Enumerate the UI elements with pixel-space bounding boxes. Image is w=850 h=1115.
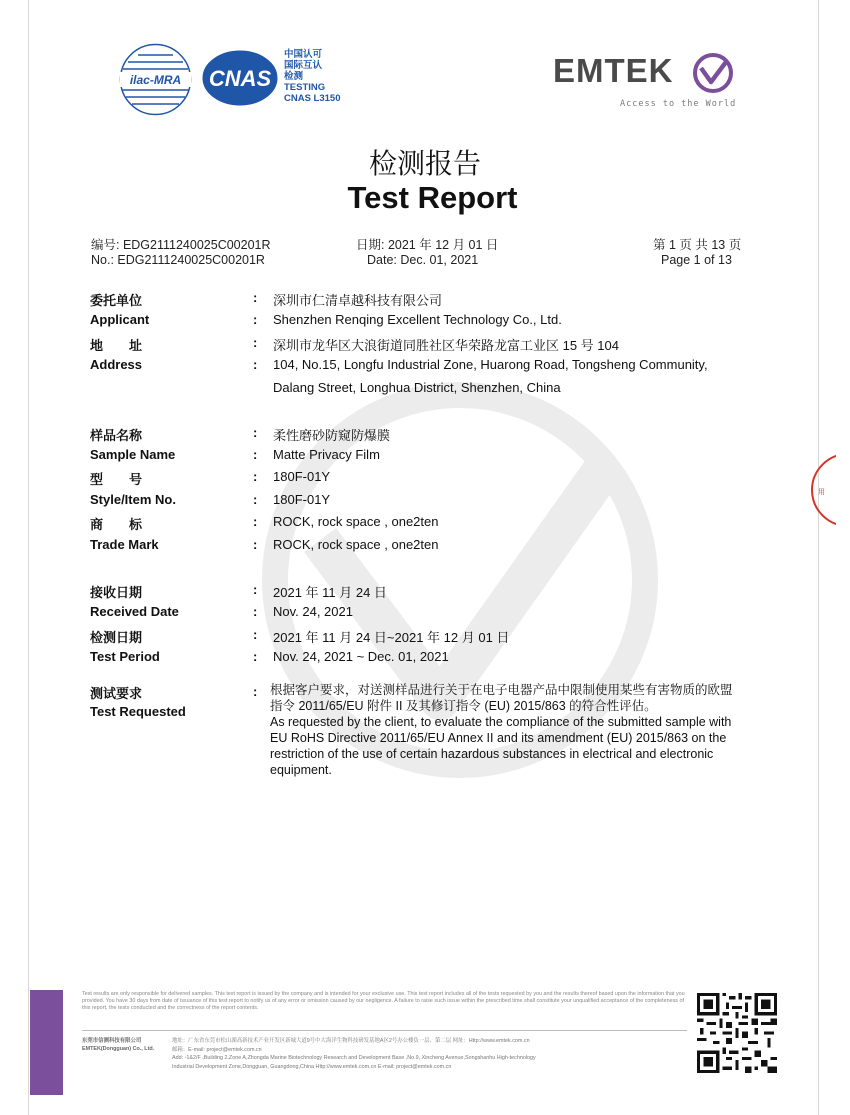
svg-text:CNAS: CNAS [208,66,272,91]
colon: : [253,425,258,440]
title-chinese: 检测报告 [368,147,481,180]
trademark-value-en: ROCK, rock space , one2ten [273,537,439,552]
footer-color-bar [30,990,63,1095]
footer-address-line-2: 邮箱：E-mail: project@emtek.com.cn [172,1046,262,1053]
emtek-slogan: Access to the World [620,99,737,109]
colon: : [253,312,258,327]
address-value-en-line1: 104, No.15, Longfu Industrial Zone, Huarong Road, Tongsheng Community, [273,357,708,372]
colon: : [253,582,258,597]
received-label-en: Received Date [90,604,179,619]
page-number-cn: 第 1 页 共 13 页 [653,238,742,252]
cnas-line-3: 检测 [284,71,304,82]
sample-value-cn: 柔性磨砂防窥防爆膜 [273,428,391,443]
footer-company [82,1037,154,1053]
emtek-logo-text: EMTEK [553,52,674,89]
report-date-en: Date: Dec. 01, 2021 [367,253,479,267]
cnas-line-2: 国际互认 [284,60,323,71]
colon: : [253,447,258,462]
model-value-cn: 180F-01Y [273,469,331,484]
period-label-cn: 检测日期 [90,630,143,645]
period-label-en: Test Period [90,649,160,664]
address-label-en: Address [90,357,143,372]
sample-label-en: Sample Name [90,447,176,462]
trademark-value-cn: ROCK, rock space , one2ten [273,514,439,529]
colon: : [253,335,258,350]
requested-label-en: Test Requested [90,704,186,719]
colon: : [253,492,258,507]
applicant-value-en: Shenzhen Renqing Excellent Technology Co., Ltd. [273,312,562,327]
cnas-line-4: TESTING [284,82,326,93]
colon: : [253,357,258,372]
report-number-cn: 编号: EDG2111240025C00201R [91,238,271,252]
trademark-label-cn: 商 标 [90,517,143,532]
footer-address-line-1: 地址：广东省东莞市松山湖高新技术产业开发区新城大道9号中大海洋生物科技研发基地A区2号办公楼负一层、第二层 网址：Http://www.emtek.com.cn [172,1038,530,1044]
svg-text:ilac-MRA: ilac-MRA [129,73,182,87]
requested-text-en: As requested by the client, to evaluate the compliance of the submitted sample with EU RoHS Directive 2011/65/EU Annex II and its amendment (EU) 2015/863 on the restriction of the use of certain hazardous substances in electrical and electronic equipment. [270,715,732,777]
address-value-cn: 深圳市龙华区大浪街道同胜社区华荣路龙富工业区 15 号 104 [273,338,619,353]
svg-text:用: 用 [818,488,825,496]
received-value-cn: 2021 年 11 月 24 日 [273,585,387,600]
applicant-value-cn: 深圳市仁清卓越科技有限公司 [273,293,443,308]
ilac-mra-logo [118,42,193,117]
colon: : [253,514,258,529]
applicant-label-cn: 委托单位 [90,293,143,308]
period-value-en: Nov. 24, 2021 ~ Dec. 01, 2021 [273,649,449,664]
cnas-line-1: 中国认可 [284,49,323,60]
applicant-label-en: Applicant [90,312,150,327]
trademark-label-en: Trade Mark [90,537,159,552]
cnas-accreditation-text [284,49,341,104]
footer-address-line-3: Add: -1&2/F ,Building 2,Zone A,Zhongda Marine Biotechnology Research and Development Base ,No.9, Xincheng Avenue,Songshanhu High-technology [172,1055,536,1062]
received-value-en: Nov. 24, 2021 [273,604,353,619]
colon: : [253,627,258,642]
test-requested-text [270,682,740,778]
cnas-line-5: CNAS L3150 [284,93,341,104]
footer-company-cn: 东莞市信测科技有限公司 [82,1038,142,1044]
report-number-en: No.: EDG2111240025C00201R [91,253,265,267]
requested-text-cn: 根据客户要求，对送测样品进行关于在电子电器产品中限制使用某些有害物质的欧盟指令 2011/65/EU 附件 II 及其修订指令 (EU) 2015/863 的符合性评估。 [270,683,733,713]
colon: : [253,649,258,664]
footer-divider [82,1030,687,1031]
footer-address-line-4: Industrial Development Zone,Dongguan, Guangdong,China Http://www.emtek.com.cn E-mail: project@emtek.com.cn [172,1063,452,1070]
qr-code-icon[interactable] [697,993,777,1073]
address-value-en-line2: Dalang Street, Longhua District, Shenzhen, China [273,380,561,395]
cnas-logo [200,48,280,108]
title-english: Test Report [347,180,518,215]
colon: : [253,604,258,619]
sample-value-en: Matte Privacy Film [273,447,380,462]
model-label-en: Style/Item No. [90,492,176,507]
requested-label-cn: 测试要求 [90,686,143,701]
colon: : [253,537,258,552]
address-label-cn: 地 址 [90,338,143,353]
emtek-checkmark-icon [692,52,734,94]
report-date-cn: 日期: 2021 年 12 月 01 日 [356,238,499,252]
received-label-cn: 接收日期 [90,585,143,600]
footer-disclaimer: Test results are only responsible for delivered samples. This test report is issued by the company and is intended for your exclusive use. This test report includes all of the tests requested by you and the results thereof based upon the information that you provided. You have 30 days from date of issuance of this test report to notify us of any error or omission caused by our negligence. A failure to raise such issue within the prescribed time shall constitute your unqualified acceptance of the completeness of this report, the tests conducted and the correctness of the report contents. [82,991,685,1011]
model-label-cn: 型 号 [90,472,143,487]
colon: : [253,684,258,699]
page-number-en: Page 1 of 13 [661,253,732,267]
footer-company-en: EMTEK(Dongguan) Co., Ltd. [82,1046,155,1052]
colon: : [253,469,258,484]
red-seal-stamp [806,450,836,530]
period-value-cn: 2021 年 11 月 24 日~2021 年 12 月 01 日 [273,630,510,645]
colon: : [253,290,258,305]
model-value-en: 180F-01Y [273,492,331,507]
footer-address [172,1037,692,1071]
sample-label-cn: 样品名称 [90,428,143,443]
